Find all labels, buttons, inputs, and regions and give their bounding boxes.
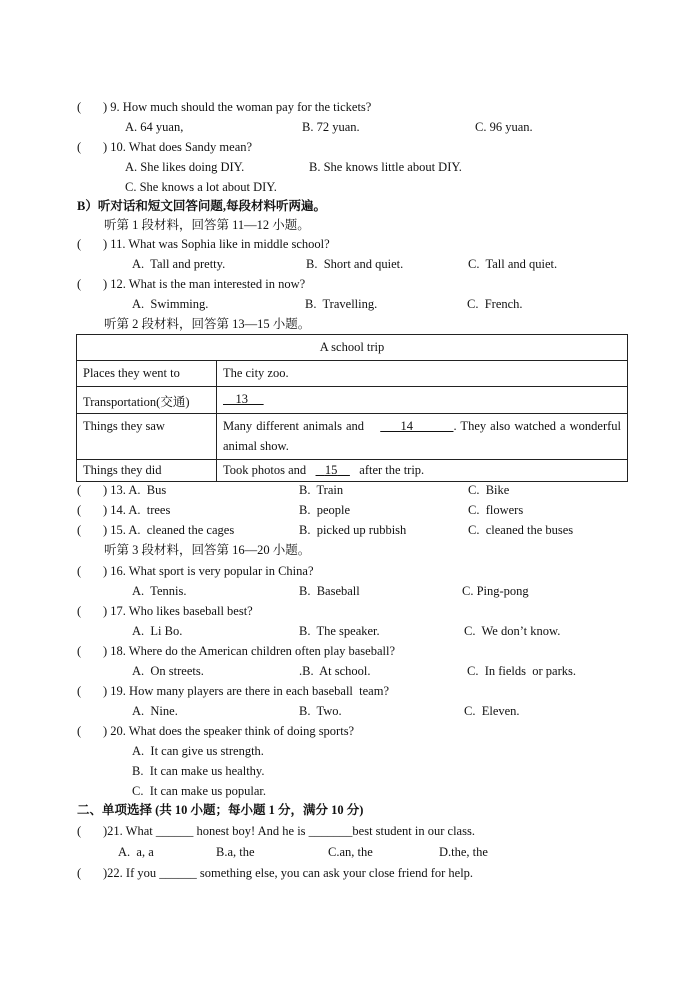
blank-14: 14 <box>400 419 413 433</box>
question-22: ( )22. If you ______ something else, you can ask your close friend for help. <box>77 866 474 880</box>
question-20: ( ) 20. What does the speaker think of doing sports? <box>77 724 355 738</box>
q10-option-b: B. She knows little about DIY. <box>309 160 462 174</box>
table-value-did: Took photos and 15 after the trip. <box>217 460 628 482</box>
question-11: ( ) 11. What was Sophia like in middle school? <box>77 237 330 251</box>
q10-option-a: A. She likes doing DIY. <box>125 160 245 174</box>
question-18: ( ) 18. Where do the American children often play baseball? <box>77 644 396 658</box>
question-16: ( ) 16. What sport is very popular in China? <box>77 564 314 578</box>
q9-option-a: A. 64 yuan, <box>125 120 184 134</box>
q17-option-c: C. We don’t know. <box>464 624 561 638</box>
blank-13: 13 <box>235 392 248 406</box>
q18-option-b: .B. At school. <box>299 664 371 678</box>
q20-option-a: A. It can give us strength. <box>132 744 264 758</box>
q12-option-b: B. Travelling. <box>305 297 378 311</box>
question-21: ( )21. What ______ honest boy! And he is _______best student in our class. <box>77 824 475 838</box>
q15-option-c: C. cleaned the buses <box>468 523 574 537</box>
table-label-transportation: Transportation(交通) <box>77 387 217 414</box>
question-14: ( ) 14. A. trees <box>77 503 171 517</box>
q20-option-b: B. It can make us healthy. <box>132 764 265 778</box>
table-title: A school trip <box>77 335 628 361</box>
q21-option-b: B.a, the <box>216 845 255 859</box>
q21-option-a: A. a, a <box>118 845 154 859</box>
section-2-heading: 二、单项选择 (共 10 小题；每小题 1 分，满分 10 分) <box>77 803 364 817</box>
q16-option-a: A. Tennis. <box>132 584 187 598</box>
material-1-instruction: 听第 1 段材料，回答第 11—12 小题。 <box>104 218 310 232</box>
q21-option-c: C.an, the <box>328 845 373 859</box>
q18-option-c: C. In fields or parks. <box>467 664 577 678</box>
table-label-did: Things they did <box>77 460 217 482</box>
table-label-places: Places they went to <box>77 361 217 387</box>
q10-option-c: C. She knows a lot about DIY. <box>125 180 277 194</box>
q11-option-a: A. Tall and pretty. <box>132 257 226 271</box>
q17-option-b: B. The speaker. <box>299 624 380 638</box>
question-9: ( ) 9. How much should the woman pay for the tickets? <box>77 100 372 114</box>
q9-option-c: C. 96 yuan. <box>475 120 533 134</box>
question-13: ( ) 13. A. Bus <box>77 483 167 497</box>
q18-option-a: A. On streets. <box>132 664 204 678</box>
table-label-saw: Things they saw <box>77 414 217 460</box>
q9-option-b: B. 72 yuan. <box>302 120 360 134</box>
q11-option-b: B. Short and quiet. <box>306 257 404 271</box>
section-b-heading: B）听对话和短文回答问题,每段材料听两遍。 <box>77 199 326 213</box>
school-trip-table <box>76 334 628 482</box>
q19-option-b: B. Two. <box>299 704 342 718</box>
question-15: ( ) 15. A. cleaned the cages <box>77 523 235 537</box>
table-value-places: The city zoo. <box>217 361 628 387</box>
q13-option-b: B. Train <box>299 483 344 497</box>
q20-option-c: C. It can make us popular. <box>132 784 266 798</box>
q13-option-c: C. Bike <box>468 483 510 497</box>
q15-option-b: B. picked up rubbish <box>299 523 407 537</box>
q11-option-c: C. Tall and quiet. <box>468 257 558 271</box>
question-10: ( ) 10. What does Sandy mean? <box>77 140 253 154</box>
q14-option-c: C. flowers <box>468 503 524 517</box>
material-2-instruction: 听第 2 段材料，回答第 13—15 小题。 <box>104 317 311 331</box>
q12-option-c: C. French. <box>467 297 523 311</box>
blank-15: 15 <box>324 463 338 477</box>
q14-option-b: B. people <box>299 503 351 517</box>
q19-option-a: A. Nine. <box>132 704 178 718</box>
table-value-saw: Many different animals and 14 . They also watched a wonderful animal show. <box>217 414 628 460</box>
table-value-transportation <box>217 387 628 414</box>
q19-option-c: C. Eleven. <box>464 704 520 718</box>
q16-option-b: B. Baseball <box>299 584 360 598</box>
q17-option-a: A. Li Bo. <box>132 624 183 638</box>
q21-option-d: D.the, the <box>439 845 488 859</box>
q12-option-a: A. Swimming. <box>132 297 209 311</box>
q16-option-c: C. Ping-pong <box>462 584 529 598</box>
question-17: ( ) 17. Who likes baseball best? <box>77 604 253 618</box>
question-19: ( ) 19. How many players are there in each baseball team? <box>77 684 389 698</box>
question-12: ( ) 12. What is the man interested in now? <box>77 277 306 291</box>
material-3-instruction: 听第 3 段材料，回答第 16—20 小题。 <box>104 543 311 557</box>
